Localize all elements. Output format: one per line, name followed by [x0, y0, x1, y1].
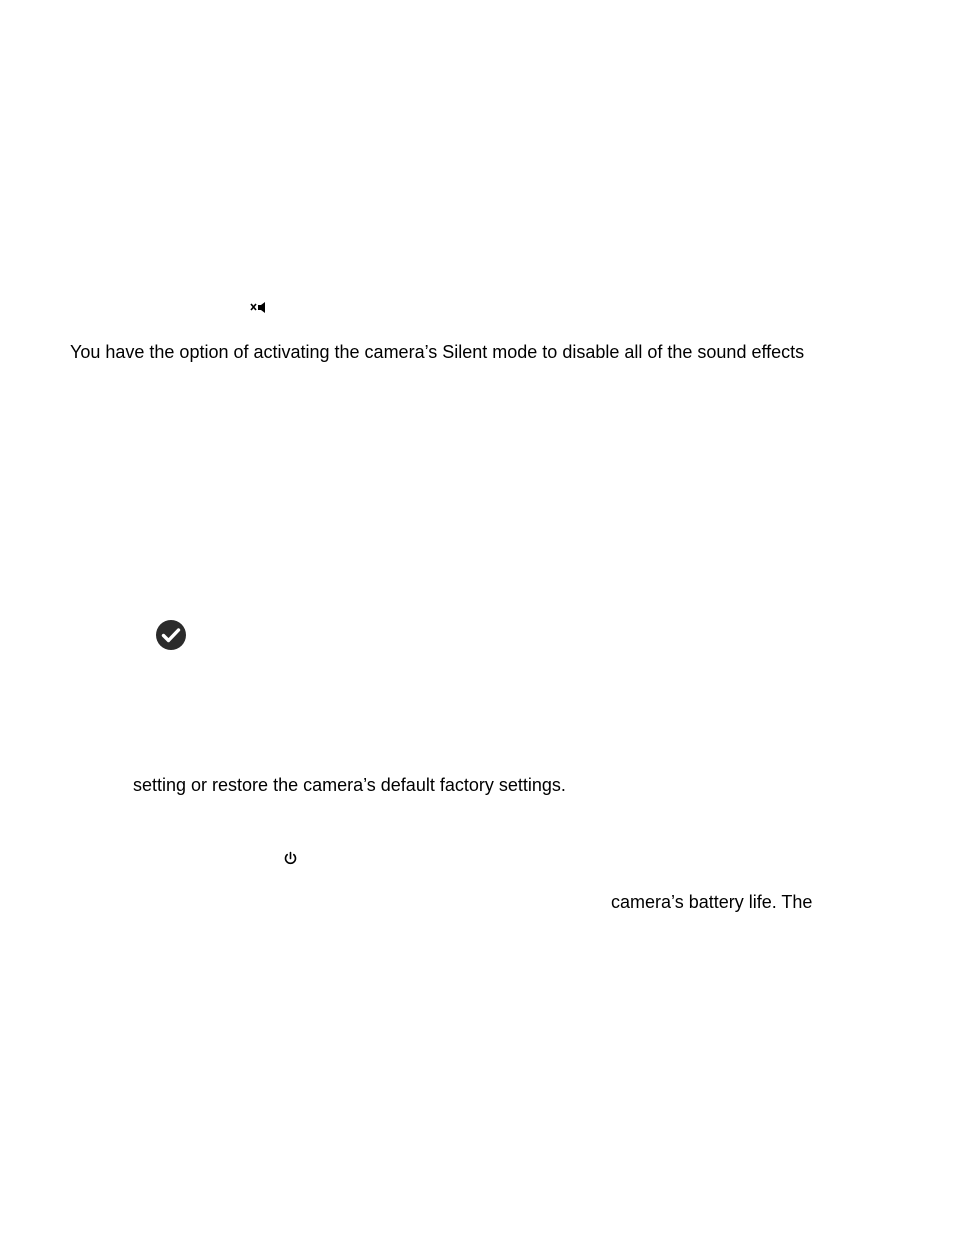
reset-settings-paragraph: setting or restore the camera’s default factory settings. [133, 775, 566, 795]
checkmark-circle-icon [155, 619, 187, 651]
silent-mode-paragraph: You have the option of activating the camera’s Silent mode to disable all of the sound effects [70, 342, 805, 362]
battery-life-paragraph: camera’s battery life. The [611, 892, 813, 912]
speaker-muted-icon [249, 301, 267, 315]
power-icon [283, 851, 298, 866]
